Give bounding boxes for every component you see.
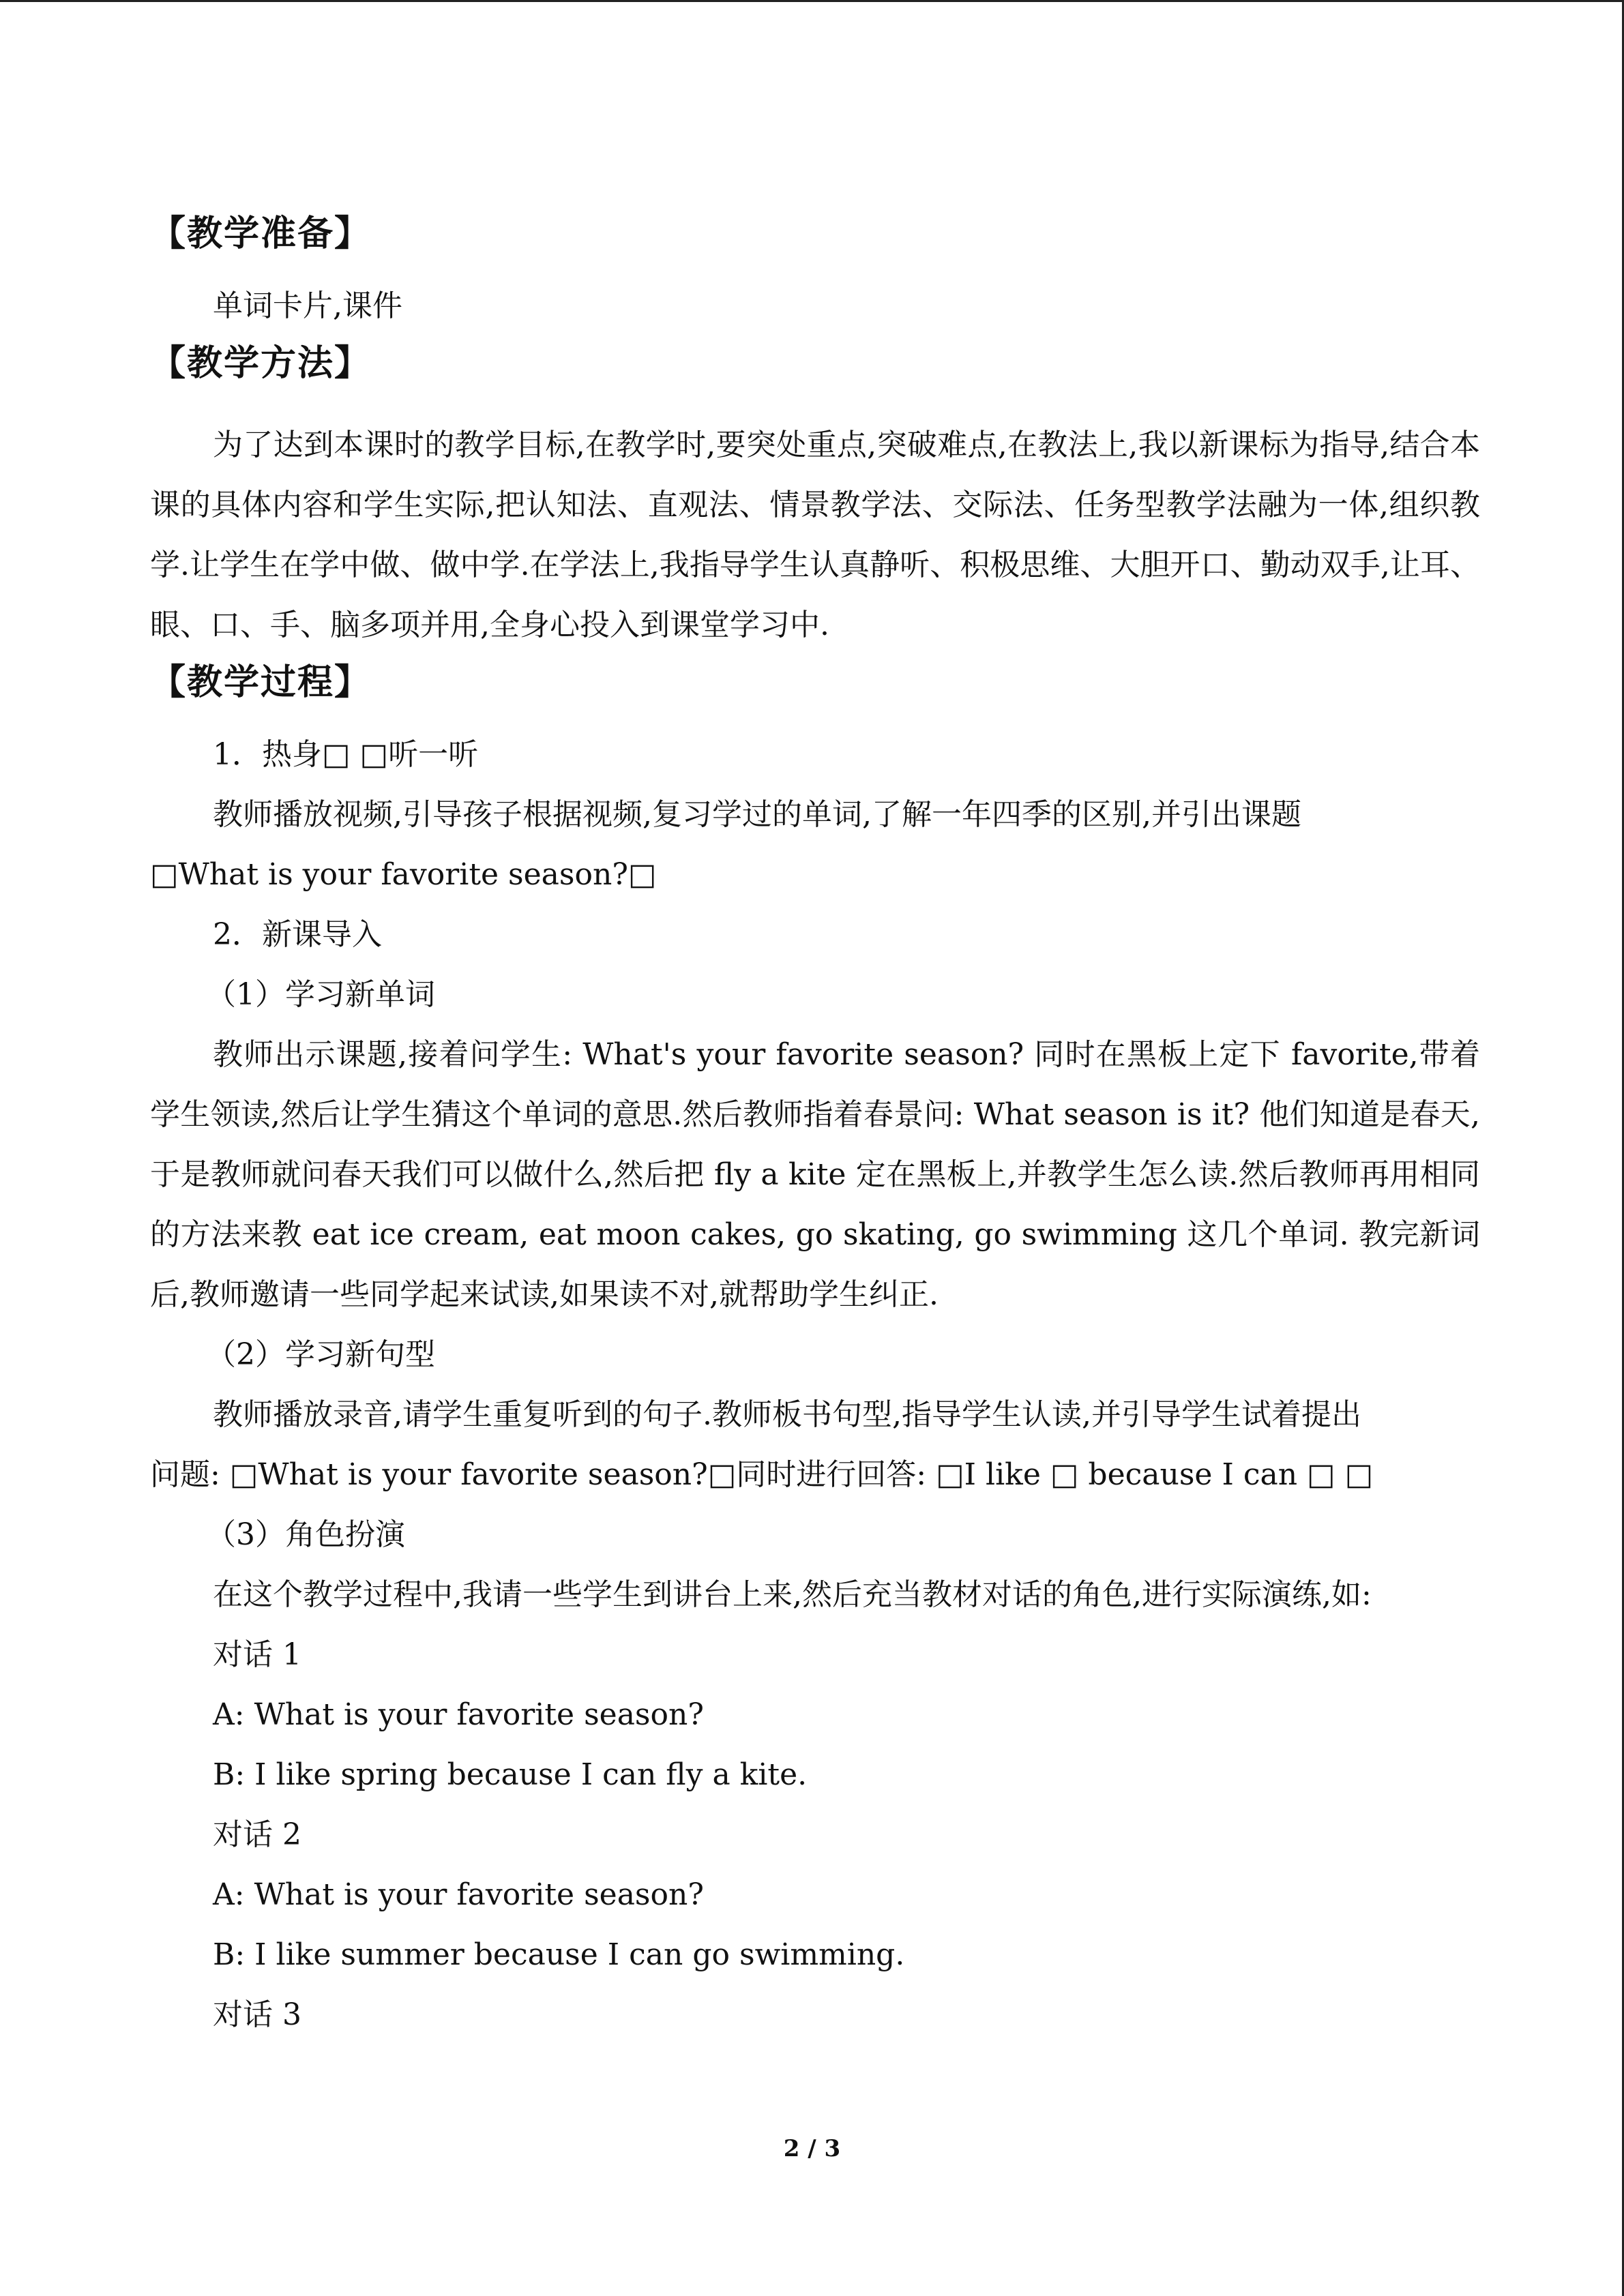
prep-body: 单词卡片,课件	[213, 288, 402, 323]
sub2-title: （2）学习新句型	[206, 1337, 435, 1372]
sub1-body: 教师出示课题,接着问学生: What's your favorite season? 同时在黑板上定下 favorite,带着学生领读,然后让学生猜这个单词的意思.然后教师指着春景问: What season is it? 他们知道是春天,于是教师就问春天我们可以做什么,然后把 fly a kite 定在黑板上,并教学生怎么读.然后教师再用相同的方法来教 eat ice cream, eat moon cakes, go skating, go swimming 这几个单词. 教完新词后,教师邀请一些同学起来试读,如果读不对,就帮助学生纠正.	[150, 1037, 1480, 1312]
step2-title: 2．新课导入	[213, 917, 382, 952]
heading-teaching-prep: 【教学准备】	[150, 213, 372, 254]
dialog-3-label: 对话 3	[213, 1997, 301, 2032]
sub3-title: （3）角色扮演	[206, 1517, 405, 1552]
dialog-1-line-b: B: I like spring because I can fly a kite.	[213, 1757, 808, 1792]
sub2-body-line1: 教师播放录音,请学生重复听到的句子.教师板书句型,指导学生认读,并引导学生试着提出	[213, 1397, 1361, 1432]
step1-body-line1: 教师播放视频,引导孩子根据视频,复习学过的单词,了解一年四季的区别,并引出课题	[213, 797, 1301, 832]
document-content	[150, 207, 1480, 2045]
heading-teaching-process: 【教学过程】	[150, 662, 372, 703]
step1-body-line2: □What is your favorite season?□	[150, 857, 657, 892]
page-number: 2 / 3	[783, 2135, 841, 2162]
step1-title: 1．热身□ □听一听	[213, 737, 479, 772]
dialog-1-line-a: A: What is your favorite season?	[213, 1697, 704, 1732]
sub3-body: 在这个教学过程中,我请一些学生到讲台上来,然后充当教材对话的角色,进行实际演练,如:	[213, 1577, 1372, 1612]
sub2-body-line2: 问题: □What is your favorite season?□同时进行回答: □I like □ because I can □ □	[150, 1457, 1374, 1492]
heading-teaching-method: 【教学方法】	[150, 343, 372, 384]
dialog-2-label: 对话 2	[213, 1817, 301, 1852]
dialog-2-line-a: A: What is your favorite season?	[213, 1877, 704, 1912]
sub1-title: （1）学习新单词	[206, 977, 435, 1012]
dialog-2-line-b: B: I like summer because I can go swimming.	[213, 1937, 905, 1972]
method-body: 为了达到本课时的教学目标,在教学时,要突处重点,突破难点,在教法上,我以新课标为指导,结合本课的具体内容和学生实际,把认知法、直观法、情景教学法、交际法、任务型教学法融为一体,组织教学.让学生在学中做、做中学.在学法上,我指导学生认真静听、积极思维、大胆开口、勤动双手,让耳、眼、口、手、脑多项并用,全身心投入到课堂学习中.	[150, 428, 1480, 642]
dialog-1-label: 对话 1	[213, 1637, 301, 1672]
